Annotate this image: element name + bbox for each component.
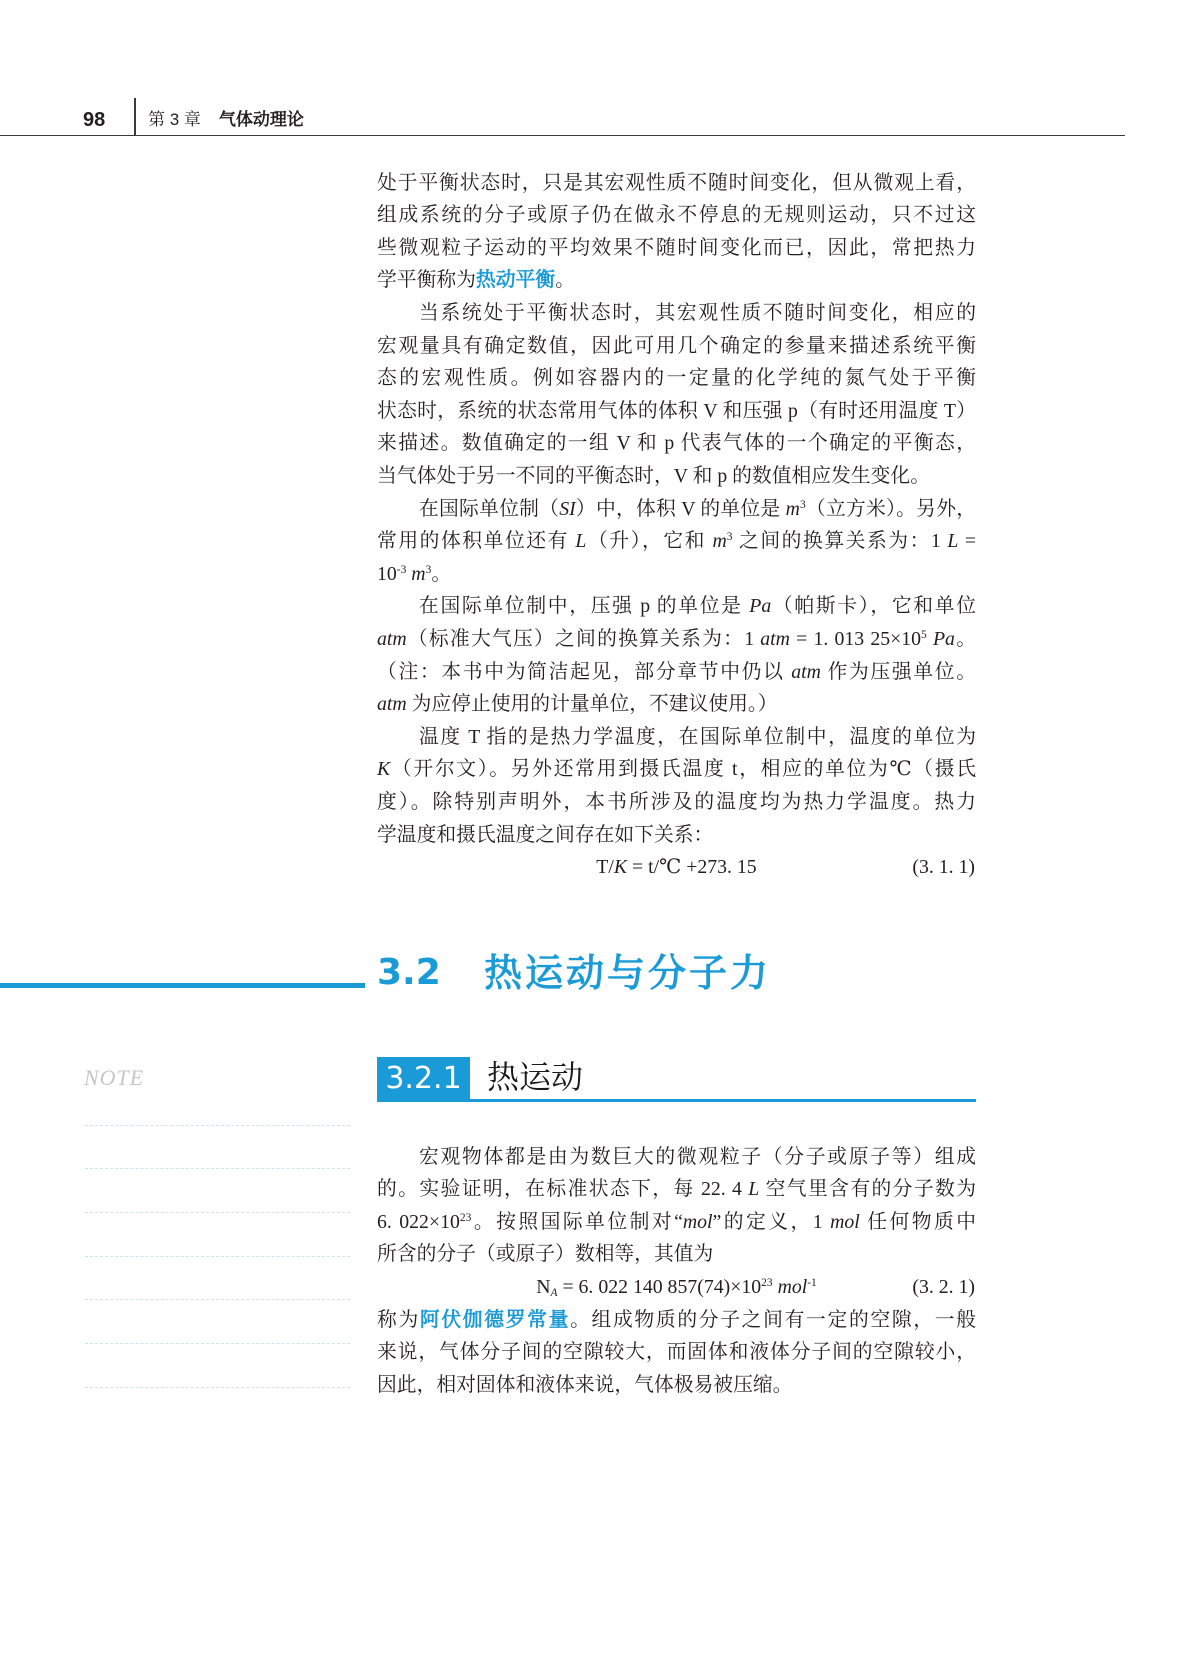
text-run: 。按照国际单位制对“ bbox=[471, 1210, 683, 1233]
subsection-rule bbox=[377, 1099, 976, 1102]
text-run: 处于平衡状态时，只是其宏观性质不随时间变化，但从微观上看， bbox=[377, 171, 976, 194]
page-number: 98 bbox=[83, 109, 106, 131]
key-term: 热动平衡 bbox=[475, 268, 556, 292]
italic-symbol: L bbox=[947, 530, 959, 553]
header-rule bbox=[0, 135, 1125, 136]
running-header bbox=[148, 108, 304, 132]
text-run: 来描述。数值确定的一组 V 和 p 代表气体的一个确定的平衡态， bbox=[377, 432, 976, 455]
text-run: = t/℃ +273. 15 bbox=[627, 856, 757, 879]
text-run: 任何物质中 bbox=[859, 1210, 977, 1233]
text-run: 宏观量具有确定数值，因此可用几个确定的参量来描述系统平衡 bbox=[377, 334, 976, 357]
note-rule bbox=[85, 1212, 350, 1213]
text-run: 度）。除特别声明外，本书所涉及的温度均为热力学温度。热力 bbox=[377, 790, 976, 813]
body-text-block bbox=[377, 167, 976, 884]
equation bbox=[377, 851, 976, 884]
text-line bbox=[377, 264, 976, 297]
paragraph bbox=[377, 590, 976, 720]
text-run: 之间的换算关系为：1 bbox=[732, 530, 948, 553]
subsection-title: 热运动 bbox=[487, 1058, 584, 1096]
text-run: （立方米）。另外， bbox=[805, 497, 977, 520]
text-run: = bbox=[958, 530, 976, 553]
text-run: 为应停止使用的计量单位，不建议使用。） bbox=[406, 693, 778, 716]
subscript: A bbox=[550, 1286, 558, 1299]
text-line bbox=[377, 460, 976, 493]
italic-symbol: L bbox=[748, 1178, 760, 1201]
text-line bbox=[377, 1173, 976, 1206]
text-run: 10 bbox=[377, 562, 397, 585]
italic-symbol: K bbox=[613, 856, 628, 879]
note-rule bbox=[85, 1168, 350, 1169]
text-line bbox=[377, 362, 976, 395]
superscript: 5 bbox=[921, 629, 927, 642]
italic-symbol: SI bbox=[559, 497, 576, 520]
text-run: （注：本书中为简洁起见，部分章节中仍以 bbox=[377, 660, 792, 683]
text-run: 称为 bbox=[377, 1308, 420, 1331]
text-line bbox=[377, 1238, 976, 1271]
italic-symbol: K bbox=[377, 758, 391, 781]
text-line bbox=[377, 656, 976, 689]
superscript: 23 bbox=[459, 1212, 472, 1224]
equation bbox=[377, 1271, 976, 1304]
text-line bbox=[377, 590, 976, 623]
paragraph bbox=[377, 297, 976, 493]
italic-symbol: atm bbox=[377, 693, 407, 716]
text-line bbox=[377, 297, 976, 330]
text-run: 空气里含有的分子数为 bbox=[759, 1178, 976, 1201]
text-line bbox=[377, 1336, 976, 1369]
text-line bbox=[377, 721, 976, 754]
text-run: ）中，体积 V 的单位是 bbox=[575, 497, 786, 520]
superscript: 3 bbox=[425, 563, 432, 576]
equation-formula bbox=[596, 856, 756, 878]
text-run: 当系统处于平衡状态时，其宏观性质不随时间变化，相应的 bbox=[419, 302, 976, 325]
superscript: 3 bbox=[726, 531, 733, 544]
subsection-number: 3.2.1 bbox=[377, 1057, 470, 1100]
section-number: 3.2 bbox=[377, 952, 441, 993]
paragraph bbox=[377, 493, 976, 591]
text-run: 当气体处于另一不同的平衡态时，V 和 p 的数值相应发生变化。 bbox=[377, 465, 930, 488]
text-run: N bbox=[536, 1276, 551, 1299]
section-heading-bar bbox=[0, 983, 365, 988]
text-run: 态的宏观性质。例如容器内的一定量的化学纯的氮气处于平衡 bbox=[377, 367, 976, 390]
text-run: 来说，气体分子间的空隙较大，而固体和液体分子间的空隙较小， bbox=[377, 1341, 976, 1364]
text-run: 。 bbox=[431, 562, 452, 585]
text-line bbox=[377, 232, 976, 265]
note-rule bbox=[85, 1299, 350, 1300]
text-run: 。组成物质的分子之间有一定的空隙，一般 bbox=[570, 1308, 976, 1331]
superscript: 3 bbox=[799, 498, 806, 511]
text-run: ”的定义，1 bbox=[712, 1210, 831, 1233]
superscript: -1 bbox=[807, 1277, 817, 1290]
text-line bbox=[377, 1369, 976, 1402]
section-title: 热运动与分子力 bbox=[484, 951, 772, 995]
text-run: 作为压强单位。 bbox=[820, 660, 977, 683]
text-run: 6. 022×10 bbox=[377, 1210, 460, 1233]
text-line bbox=[377, 786, 976, 819]
text-run: 状态时，系统的状态常用气体的体积 V 和压强 p（有时还用温度 T） bbox=[377, 399, 976, 422]
note-label: NOTE bbox=[84, 1065, 145, 1090]
italic-symbol: m bbox=[712, 530, 727, 553]
key-term: 阿伏伽德罗常量 bbox=[419, 1307, 571, 1331]
text-run: （开尔文）。另外还常用到摄氏温度 t，相应的单位为℃（摄氏 bbox=[390, 758, 976, 781]
italic-symbol: atm bbox=[760, 628, 790, 650]
body-text-block bbox=[377, 1141, 976, 1402]
paragraph bbox=[377, 167, 976, 297]
text-run: 在国际单位制（ bbox=[419, 497, 560, 520]
text-line bbox=[377, 1304, 976, 1337]
chapter-title: 气体动理论 bbox=[218, 110, 304, 129]
text-line bbox=[377, 1141, 976, 1174]
text-run: T/ bbox=[596, 856, 614, 879]
italic-symbol: m bbox=[411, 562, 426, 585]
paragraph bbox=[377, 1304, 976, 1402]
equation-formula bbox=[536, 1276, 817, 1298]
text-run: 组成系统的分子或原子仍在做永不停息的无规则运动，只不过这 bbox=[377, 204, 976, 227]
text-run: 些微观粒子运动的平均效果不随时间变化而已，因此，常把热力 bbox=[377, 236, 976, 259]
text-line bbox=[377, 558, 976, 591]
paragraph bbox=[377, 1141, 976, 1271]
text-run: 所含的分子（或原子）数相等，其值为 bbox=[377, 1243, 714, 1266]
text-line bbox=[377, 525, 976, 558]
equation-number: (3. 2. 1) bbox=[912, 1276, 975, 1299]
chapter-number: 第 3 章 bbox=[148, 110, 201, 129]
text-run: 。 bbox=[555, 269, 575, 292]
text-line bbox=[377, 1206, 976, 1239]
text-run: 在国际单位制中，压强 p 的单位是 bbox=[419, 595, 750, 618]
text-run: 温度 T 指的是热力学温度，在国际单位制中，温度的单位为 bbox=[419, 725, 976, 748]
note-rule bbox=[85, 1387, 350, 1388]
italic-symbol: atm bbox=[377, 628, 407, 650]
text-run: （帕斯卡），它和单位 bbox=[771, 595, 976, 618]
equation-number: (3. 1. 1) bbox=[912, 856, 975, 879]
note-rule bbox=[85, 1343, 350, 1344]
text-line bbox=[377, 753, 976, 786]
text-run: 常用的体积单位还有 bbox=[377, 530, 576, 553]
text-run: 学平衡称为 bbox=[377, 269, 476, 292]
text-run: 学温度和摄氏温度之间存在如下关系： bbox=[377, 823, 714, 846]
italic-symbol: mol bbox=[830, 1210, 860, 1233]
italic-symbol: mol bbox=[777, 1276, 808, 1299]
paragraph bbox=[377, 721, 976, 851]
note-rule bbox=[85, 1256, 350, 1257]
text-line bbox=[377, 427, 976, 460]
text-run: = 1. 013 25×10 bbox=[789, 628, 922, 650]
text-line bbox=[377, 167, 976, 200]
note-rule bbox=[85, 1125, 350, 1126]
italic-symbol: m bbox=[785, 497, 800, 520]
superscript: 23 bbox=[761, 1277, 773, 1290]
text-line bbox=[377, 199, 976, 232]
italic-symbol: mol bbox=[682, 1210, 713, 1233]
text-line bbox=[377, 493, 976, 526]
italic-symbol: Pa bbox=[932, 628, 955, 650]
italic-symbol: L bbox=[575, 530, 587, 553]
italic-symbol: atm bbox=[791, 660, 821, 683]
text-line bbox=[377, 688, 976, 721]
header-divider bbox=[134, 98, 136, 136]
text-run: = 6. 022 140 857(74)×10 bbox=[557, 1276, 762, 1299]
text-run: 。 bbox=[954, 628, 976, 650]
text-run: 的。实验证明，在标准状态下，每 22. 4 bbox=[377, 1178, 749, 1201]
text-line bbox=[377, 395, 976, 428]
text-run: 宏观物体都是由为数巨大的微观粒子（分子或原子等）组成 bbox=[419, 1145, 976, 1168]
superscript: -3 bbox=[396, 563, 407, 576]
text-line bbox=[377, 330, 976, 363]
text-run: 因此，相对固体和液体来说，气体极易被压缩。 bbox=[377, 1373, 793, 1396]
text-run: （升），它和 bbox=[586, 530, 713, 553]
text-line bbox=[377, 819, 976, 852]
text-run: （标准大气压）之间的换算关系为：1 bbox=[406, 628, 761, 650]
text-line bbox=[377, 623, 976, 656]
italic-symbol: Pa bbox=[749, 595, 772, 618]
